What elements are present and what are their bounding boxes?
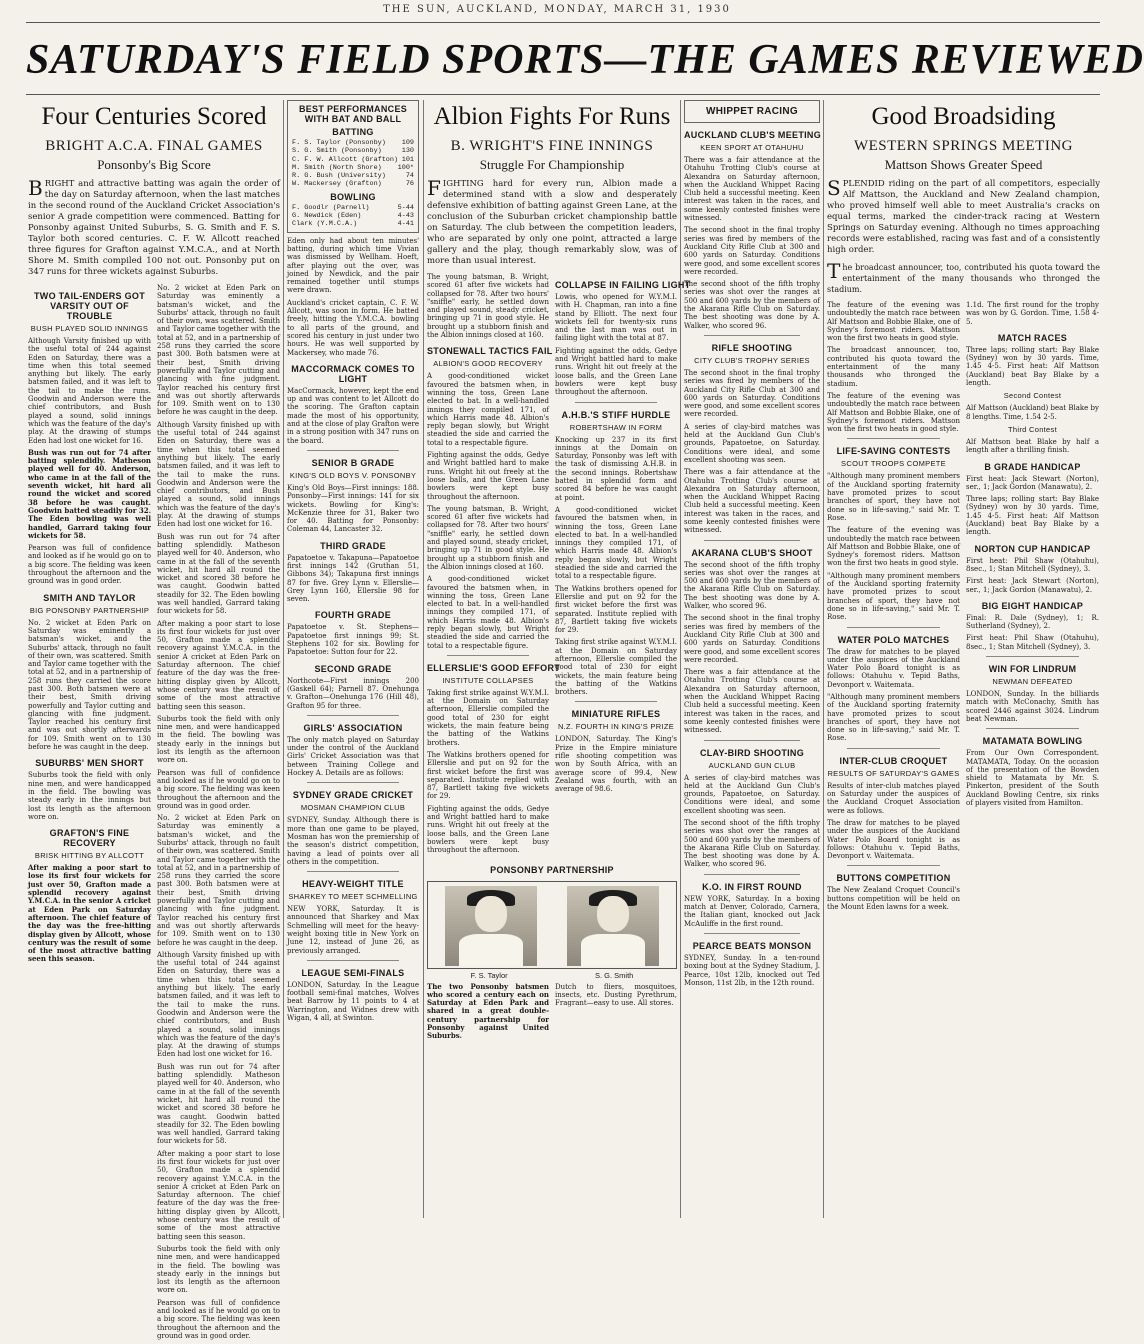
box-title: WHIPPET RACING <box>706 106 798 117</box>
divider <box>704 874 800 875</box>
section-subheading: ROBERTSHAW IN FORM <box>569 422 663 432</box>
section-subheading: NEWMAN DEFEATED <box>992 677 1073 687</box>
body-text: NEW YORK, Saturday. It is announced that Sharkey and Max Schmelling will meet for the heavy-weight boxing title in New York on June 12, instead of June 26, as previously arranged. <box>287 905 419 955</box>
body-text: The second shoot of the fifth trophy series was shot over the ranges at 500 and 600 yards by the members of the Akarana Rifle Club on Saturday. The best shooting was done by A. Walker, who scored 96. <box>684 819 820 869</box>
body-text: Bush was run out for 74 after batting splendidly. Matheson played well for 40. Anderson, who came in at the fall of the seventh wicket, hit hard all round the wicket and scored 38 before he was caught. Goodwin batted steadily for 32. The Eden bowling was well handled, Garrard taking four wickets for 58. <box>157 532 280 616</box>
body-text: Bush was run out for 74 after batting splendidly. Matheson played well for 40. Anderson, who came in at the fall of the seventh wicket, hit hard all round the wicket and scored 38 before he was caught. Goodwin batted steadily for 32. The Eden bowling was well handled, Garrard taking four wickets for 58. <box>28 447 151 540</box>
body-text: Lowis, who opened for W.Y.M.I. with H. Chapman, ran into a fine stand by Elliott. The next four wickets fell for twenty-six runs and the last man was out in failing light with the total at 87. <box>555 293 677 343</box>
section-heading: MINIATURE RIFLES <box>571 709 661 720</box>
body-text: Fighting against the odds, Gedye and Wright battled hard to make runs. Wright hit out freely at the loose balls, and the Green Lane bowlers were kept busy throughout the afternoon. <box>427 804 549 855</box>
batting-list <box>292 139 414 189</box>
body-text: Pearson was full of confidence and looked as if he would go on to a big score. The fielding was keen throughout the afternoon and the ground was in good order. <box>157 1298 280 1340</box>
body-text: The draw for matches to be played under the auspices of the Auckland Water Polo Board tonight is as follows: Otahuhu v. Tepid Baths, Devonport v. Waitemata. <box>827 647 960 689</box>
section-heading: SMITH AND TAYLOR <box>43 592 136 603</box>
section-heading: A.H.B.'S STIFF HURDLE <box>561 409 671 420</box>
section-subheading: KEEN SPORT AT OTAHUHU <box>700 143 804 152</box>
subheadline: WESTERN SPRINGS MEETING <box>853 138 1073 154</box>
section-subheading: N.Z. FOURTH IN KING'S PRIZE <box>557 722 675 732</box>
player-name: R. G. Bush (University) <box>292 172 386 181</box>
body-text: The feature of the evening was undoubtedly the match race between Alf Mattson and Bobbie Blake, one of Sydney's foremost riders. Mattson won the first two heats in good style. <box>827 526 960 568</box>
section-heading: STONEWALL TACTICS FAIL <box>427 346 553 357</box>
score-row <box>292 139 414 147</box>
body-text: First heat: Phil Shaw (Otahuhu), 8sec., 1; Stan Mitchell (Sydney), 3. <box>966 556 1099 573</box>
section-subheading: ALBION'S GOOD RECOVERY <box>433 359 543 369</box>
player-name: G. Newdick (Eden) <box>292 212 362 221</box>
body-text: The second shoot of the fifth trophy series was shot over the ranges at 500 and 600 yards by the members of the Akarana Rifle Club on Saturday. The best shooting was done by A. Walker, who scored 96. <box>684 280 820 330</box>
body-text: Auckland's cricket captain, C. F. W. Allcott, was soon in form. He batted freely, hitting the Y.M.C.A. bowling to all parts of the ground, and scored his century in just under two hours. He was well supported by Mackersey, who made 76. <box>287 298 419 357</box>
body-text: A good-conditioned wicket favoured the batsmen when, in winning the toss, Green Lane elected to bat. In a well-handled innings they compiled 171, of which Harris made 48. Albion's reply began slowly, but Wright steadied the side and carried the total to a respectable figure. <box>427 575 549 650</box>
body-text: Although Varsity finished up with the useful total of 244 against Eden on Saturday, there was a time when this total seemed anything but likely. The early batsmen failed, and it was left to the tail to make the runs. Goodwin and Anderson were the chief contributors, and Bush played a sound, solid innings which was the feature of the day's play. At the drawing of stumps Eden had lost one wicket for 16. <box>28 337 151 445</box>
section-heading: GIRLS' ASSOCIATION <box>303 722 403 733</box>
player-score: 5-44 <box>397 203 414 212</box>
section-subheading: KING'S OLD BOYS V. PONSONBY <box>289 470 417 480</box>
body-text: A series of clay-bird matches was held at the Auckland Gun Club's grounds, Papatoetoe, on Saturday. Conditions were ideal, and some excellent shooting was seen. <box>684 773 820 815</box>
score-row <box>292 164 414 172</box>
headline: Albion Fights For Runs <box>433 103 671 130</box>
body-text: MacCormack, however, kept the end up and was content to let Allcott do the scoring. The Grafton captain made the most of his opportunity, and at the close of play Grafton were in a strong position with 347 runs on the board. <box>287 386 419 445</box>
body-text: Alf Mattson (Auckland) beat Blake by 8 lengths. Time, 1.54 2-5. <box>966 404 1099 421</box>
body-text: Taking first strike against W.Y.M.I. at the Domain on Saturday afternoon, Ellerslie compiled the good total of 230 for eight wickets, the main feature being the batting of the Watkins brothers. <box>555 638 677 697</box>
player-score: 100* <box>397 163 414 172</box>
divider <box>447 655 529 656</box>
divider <box>575 402 657 403</box>
body-text: The draw for matches to be played under the auspices of the Auckland Water Polo Board tonight is as follows: Otahuhu v. Tepid Baths, Devonport v. Waitemata. <box>827 818 960 861</box>
divider <box>307 782 399 783</box>
column-divider <box>423 100 424 1218</box>
photo-partnership <box>427 881 677 969</box>
section-subheading: BIG PONSONBY PARTNERSHIP <box>29 605 150 615</box>
section-heading: AKARANA CLUB'S SHOOT <box>691 547 813 558</box>
body-text: Dutch to fliers, mosquitoes, insects, etc. Dusting Pyrethrum, Fragrant—easy to use. All stores. <box>555 982 677 1008</box>
section-heading: WATER POLO MATCHES <box>837 634 950 645</box>
player-score: 130 <box>401 147 414 156</box>
player-name: Clark (Y.M.C.A.) <box>292 220 358 229</box>
section-heading: PEARCE BEATS MONSON <box>692 940 812 951</box>
divider <box>986 728 1079 729</box>
score-row <box>292 204 414 212</box>
body-text: "Although many prominent members of the Auckland sporting fraternity have promoted prizes to scout branches of sport, they have not done so in life-saving," said Mr. T. Rose. <box>827 472 960 522</box>
body-text: A good-conditioned wicket favoured the batsmen when, in winning the toss, Green Lane elected to bat. In a well-handled innings they compiled 171, of which Harris made 48. Albion's reply began slowly, but Wright steadied the side and carried the total to a respectable figure. <box>555 505 677 581</box>
divider <box>307 960 399 961</box>
body-text: The only match played on Saturday under the control of the Auckland Girls' Cricket Association was that between Training College and Hockey A. Details are as follows: <box>287 735 419 778</box>
body-text: The second shoot of the fifth trophy series was shot over the ranges at 500 and 600 yards by the members of the Akarana Rifle Club on Saturday. The best shooting was done by A. Walker, who scored 96. <box>684 560 820 611</box>
divider <box>704 933 800 934</box>
body-text: "Although many prominent members of the Auckland sporting fraternity have promoted prizes to scout branches of sport, they have not done so in life-saving," said Mr. T. Rose. <box>827 571 960 622</box>
cricket-results-column <box>287 100 419 1218</box>
deck: Ponsonby's Big Score <box>97 157 211 172</box>
photo-caption: The two Ponsonby batsmen who scored a century each on Saturday at Eden Park and shared in a great double-century partnership for Ponsonby against United Suburbs. <box>427 981 549 1041</box>
player-name: F. S. Taylor (Ponsonby) <box>292 139 386 147</box>
column-divider <box>823 100 824 1218</box>
body-text: Pearson was full of confidence and looked as if he would go on to a big score. The fielding was keen throughout the afternoon and the ground was in good order. <box>157 768 280 810</box>
headline: Good Broadsiding <box>871 103 1056 130</box>
body-text: Results of inter-club matches played on Saturday under the auspices of the Auckland Croquet Association were as follows. <box>827 781 960 815</box>
section-subheading: SHARKEY TO MEET SCHMELLING <box>288 892 418 902</box>
body-text: The New Zealand Croquet Council's buttons competition will be held on the Mount Eden lawns for a week. <box>827 886 960 912</box>
headline: Four Centuries Scored <box>41 103 267 130</box>
column-divider <box>680 100 681 1218</box>
section-subheading: BUSH PLAYED SOLID INNINGS <box>30 324 149 333</box>
body-text: Final: R. Dale (Sydney), 1; R. Sutherland (Sydney), 2. <box>966 613 1099 631</box>
lead-paragraph: BRIGHT and attractive batting was again the order of the day on Saturday afternoon, when the last matches in the second round of the Auckland Cricket Association's senior A grade competition were commenced. Batting for Ponsonby against United Suburbs, S. G. Smith and F. S. Taylor both scored centuries. C. F. W. Allcott reached three figures for Grafton against Y.M.C.A., and at North Shore M. Smith compiled 100 not out. Ponsonby put on 347 runs for three wickets against Suburbs. <box>28 176 280 277</box>
player-score: 76 <box>405 180 414 189</box>
body-text: 1.1d. The first round for the trophy was won by G. Gordon. Time, 1.58 4-5. <box>966 301 1099 326</box>
player-score: 4-41 <box>397 220 414 229</box>
bowling-label: BOWLING <box>330 191 376 202</box>
body-text: A series of clay-bird matches was held at the Auckland Gun Club's grounds, Papatoetoe, on Saturday. Conditions were ideal, and some excellent shooting was seen. <box>684 422 820 464</box>
divider <box>704 335 800 336</box>
section-heading: GRAFTON'S FINE RECOVERY <box>49 828 130 849</box>
body-text: Bush was run out for 74 after batting splendidly. Matheson played well for 40. Anderson, who came in at the fall of the seventh wicket, hit hard all round the wicket and scored 38 before he was caught. Goodwin batted steadily for 32. The Eden bowling was well handled, Garrard taking four wickets for 58. <box>157 1062 280 1146</box>
body-text: The feature of the evening was undoubtedly the match race between Alf Mattson and Bobbie Blake, one of Sydney's foremost riders. Mattson won the first two heats in good style. <box>827 391 960 434</box>
subheadline: B. WRIGHT'S FINE INNINGS <box>450 138 654 154</box>
body-text: Alf Mattson beat Blake by half a length after a thrilling finish. <box>966 437 1099 455</box>
section-heading: K.O. IN FIRST ROUND <box>702 881 802 892</box>
section-heading: NORTON CUP HANDICAP <box>974 543 1091 554</box>
body-text: SYDNEY, Sunday. Although there is more than one game to be played, Mosman has won the premiership of the season's district competition, having a lead of points over all others in the competition. <box>287 816 419 866</box>
section-heading: ELLERSLIE'S GOOD EFFORT <box>427 662 561 673</box>
article-albion <box>427 100 691 1218</box>
divider <box>704 740 800 741</box>
divider <box>307 450 399 451</box>
divider <box>847 865 940 866</box>
banner-rule <box>26 94 1100 95</box>
body-text: Although Varsity finished up with the useful total of 244 against Eden on Saturday, there was a time when this total seemed anything but likely. The early batsmen failed, and it was left to the tail to make the runs. Goodwin and Anderson were the chief contributors, and Bush played a sound, solid innings which was the feature of the day's play. At the drawing of stumps Eden had lost one wicket for 16. <box>157 950 280 1059</box>
body-text: Eden only had about ten minutes' batting, during which time Vivian was dismissed by Wellham. Hoeft, after playing out the over, was joined by Newdick, and the pair remained together until stumps were drawn. <box>287 236 419 295</box>
body-text: LONDON, Saturday. In the League football semi-final matches, Wolves beat Barrow by 11 points to 4 at Warrington, and Widnes drew with Wigan, 4 all, at Swinton. <box>287 980 419 1023</box>
section-heading: AUCKLAND CLUB'S MEETING <box>684 130 822 140</box>
body-text: Papatoetoe v. Takapuna—Papatoetoe first innings 142 (Gruthan 51, Gibbons 34); Takapuna first innings 87 for five. Grey Lynn v. Ellerslie—Grey Lynn 160, Ellerslie 98 for seven. <box>287 553 419 604</box>
body-text: Three laps; rolling start: Bay Blake (Sydney) won by 30 yards. Time, 1.45 4-5. First heat: Alf Mattson (Auckland) beat Bay Blake by a length. <box>966 495 1099 537</box>
body-text: Northcote—First innings 200 (Gaskell 64); Parnell 87. Onehunga v. Grafton—Onehunga 176 (Hill 48), Grafton 95 for three. <box>287 676 419 710</box>
whippet-racing-box <box>684 100 820 123</box>
section-heading: INTER-CLUB CROQUET <box>839 755 948 766</box>
section-heading: WIN FOR LINDRUM <box>988 664 1077 675</box>
best-performances-box <box>287 100 419 233</box>
player-score: 109 <box>401 139 414 147</box>
score-row <box>292 156 414 164</box>
body-text: The Watkins brothers opened for Ellerslie and put on 92 for the first wicket before the first was separated. Institute replied with 87, Bartlett taking five wickets for 29. <box>555 584 677 635</box>
body-text: Taking first strike against W.Y.M.I. at the Domain on Saturday afternoon, Ellerslie compiled the good total of 230 for eight wickets, the main feature being the batting of the Watkins brothers. <box>427 688 549 747</box>
bowling-list <box>292 204 414 229</box>
player-name: W. Mackersey (Grafton) <box>292 180 382 189</box>
body-text: There was a fair attendance at the Otahuhu Trotting Club's course at Alexandra on Saturday afternoon, when the Auckland Whippet Racing Club held a successful meeting. Keen interest was taken in the races, and some keenly contested finishes were witnessed. <box>684 668 820 735</box>
body-text: After making a poor start to lose its first four wickets for just over 50, Grafton made a splendid recovery against Y.M.C.A. in the senior A cricket at Eden Park on Saturday afternoon. The chief feature of the day was the free-hitting display given by Allcott, whose century was the result of some of the most attractive batting seen this season. <box>28 863 151 964</box>
box-title: BEST PERFORMANCES WITH BAT AND BALL <box>298 104 408 124</box>
body-text: Fighting against the odds, Gedye and Wright battled hard to make runs. Wright hit out freely at the loose balls, and the Green Lane bowlers were kept busy throughout the afternoon. <box>555 346 677 397</box>
body-text: Pearson was full of confidence and looked as if he would go on to a big score. The fielding was keen throughout the afternoon and the ground was in good order. <box>28 544 151 586</box>
article-four-centuries <box>28 100 280 1340</box>
section-heading: SENIOR B GRADE <box>311 457 395 468</box>
divider <box>307 871 399 872</box>
body-text: The broadcast announcer, too, contributed his quota toward the entertainment of the many thousands who thronged the stadium. <box>827 259 1100 294</box>
column-divider <box>283 100 284 1218</box>
divider <box>847 438 940 439</box>
divider <box>307 715 399 716</box>
section-subheading: BRISK HITTING BY ALLCOTT <box>34 851 145 861</box>
photo-title: PONSONBY PARTNERSHIP <box>490 864 614 875</box>
portrait-photo <box>567 886 659 966</box>
body-text: The young batsman, B. Wright, scored 61 after five wickets had collapsed for 78. After two hours' "sniffle" early, he settled down and played sound, steady cricket, bringing up 71 in good style. He brought up a stubborn finish and the Albion innings closed at 160. <box>427 273 549 340</box>
section-heading: SYDNEY GRADE CRICKET <box>292 790 414 801</box>
section-heading: MACCORMACK COMES TO LIGHT <box>291 363 415 384</box>
section-subheading: Second Contest <box>1003 391 1062 401</box>
divider <box>847 748 940 749</box>
section-heading: B GRADE HANDICAP <box>984 461 1081 472</box>
divider <box>704 540 800 541</box>
body-text: The second shoot in the final trophy series was fired by members of the Auckland City Rifle Club at 300 and 600 yards on Saturday. Conditions were good, and some excellent scores were recorded. <box>684 614 820 664</box>
divider <box>575 701 657 702</box>
body-text: Three laps; rolling start: Bay Blake (Sydney) won by 30 yards. Time, 1.45 4-5. First heat: Alf Mattson (Auckland) beat Bay Blake by a length. <box>966 345 1099 388</box>
masthead-rule <box>26 22 1100 23</box>
player-score: 4-43 <box>397 212 414 221</box>
body-text: There was a fair attendance at the Otahuhu Trotting Club's course at Alexandra on Saturday afternoon, when the Auckland Whippet Racing Club held a successful meeting. Keen interest was taken in the races, and some keenly contested finishes were witnessed. <box>684 468 820 535</box>
divider <box>986 656 1079 657</box>
section-heading: BIG EIGHT HANDICAP <box>981 600 1084 611</box>
body-text: Suburbs took the field with only nine men, and were handicapped in the field. The bowling was steady early in the innings but lost its length as the afternoon wore on. <box>157 714 280 765</box>
photo-label-left: F. S. Taylor <box>470 970 508 980</box>
body-text: NEW YORK, Saturday. In a boxing match at Denver, Colorado, Carnera, the Italian giant, knocked out Jack McAuliffe in the first round. <box>684 894 820 928</box>
body-text: After making a poor start to lose its first four wickets for just over 50, Grafton made a splendid recovery against Y.M.C.A. in the senior A cricket at Eden Park on Saturday afternoon. The chief feature of the day was the free-hitting display given by Allcott, whose century was the result of some of the most attractive batting seen this season. <box>157 1149 280 1241</box>
body-text: The second shoot in the final trophy series was fired by members of the Auckland City Rifle Club at 300 and 600 yards on Saturday. Conditions were good, and some excellent scores were recorded. <box>684 226 820 276</box>
article-good-broadsiding <box>827 100 1100 1218</box>
player-score: 74 <box>405 172 414 181</box>
portrait-photo <box>445 886 537 966</box>
body-text: There was a fair attendance at the Otahuhu Trotting Club's course at Alexandra on Saturday afternoon, when the Auckland Whippet Racing Club held a successful meeting. Keen interest was taken in the races, and some keenly contested finishes were witnessed. <box>684 156 820 223</box>
body-text: The second shoot in the final trophy series was fired by members of the Auckland City Rifle Club at 300 and 600 yards on Saturday. Conditions were good, and some excellent scores were recorded. <box>684 368 820 419</box>
section-heading: HEAVY-WEIGHT TITLE <box>302 879 404 890</box>
player-name: F. Goodlr (Parnell) <box>292 203 370 212</box>
section-subheading: RESULTS OF SATURDAY'S GAMES <box>827 768 960 778</box>
section-subheading: Third Contest <box>1008 424 1057 434</box>
body-text: Suburbs took the field with only nine men, and were handicapped in the field. The bowling was steady early in the innings but lost its length as the afternoon wore on. <box>157 1244 280 1295</box>
body-text: First heat: Jack Stewart (Norton), ser., 1; Jack Gordon (Manawatu), 2. <box>966 474 1099 491</box>
body-text: SYDNEY, Sunday. In a ten-round boxing bout at the Sydney Stadium, J. Pearce, 10st 12lb, knocked out Ted Monson, 11st 2lb, in the 12th round. <box>684 953 820 987</box>
section-heading: FOURTH GRADE <box>314 610 392 621</box>
body-text: Knocking up 237 in its first innings at the Domain on Saturday, Ponsonby was left with the task of dismissing A.H.B. in the second innings. Robertshaw batted in splendid form and scored 84 before he was caught at point. <box>555 435 677 502</box>
section-heading: CLAY-BIRD SHOOTING <box>699 747 805 758</box>
body-text: First heat: Jack Stewart (Norton), ser., 1; Jack Gordon (Manawatu), 2. <box>966 577 1099 594</box>
body-text: Although Varsity finished up with the useful total of 244 against Eden on Saturday, there was a time when this total seemed anything but likely. The early batsmen failed, and it was left to the tail to make the runs. Goodwin and Anderson were the chief contributors, and Bush played a sound, solid innings which was the feature of the day's play. At the drawing of stumps Eden had lost one wicket for 16. <box>157 420 280 529</box>
body-text: The young batsman, B. Wright, scored 61 after five wickets had collapsed for 78. After two hours' "sniffle" early, he settled down and played sound, steady cricket, bringing up 71 in good style. He brought up a stubborn finish and the Albion innings closed at 160. <box>427 504 549 571</box>
section-heading: LIFE-SAVING CONTESTS <box>836 446 951 457</box>
player-name: S. G. Smith (Ponsonby) <box>292 147 382 156</box>
player-score: 101 <box>401 155 414 164</box>
body-text: The broadcast announcer, too, contributed his quota toward the entertainment of the many thousands who thronged the stadium. <box>827 346 960 388</box>
section-subheading: MOSMAN CHAMPION CLUB <box>300 803 406 813</box>
score-row <box>292 212 414 220</box>
body-text: First heat: Phil Shaw (Otahuhu), 8sec., 1; Stan Mitchell (Sydney), 3. <box>966 634 1099 651</box>
section-heading: TWO TAIL-ENDERS GOT VARSITY OUT OF TROUBLE <box>33 291 146 321</box>
body-text: LONDON, Saturday. The King's Prize in the Empire miniature rifle shooting competition was won by South Africa, with an average score of 99.4, New Zealand was fourth, with an average of 98.6. <box>555 735 677 794</box>
body-text: The Watkins brothers opened for Ellerslie and put on 92 for the first wicket before the first was separated. Institute replied with 87, Bartlett taking five wickets for 29. <box>427 750 549 801</box>
body-text: No. 2 wicket at Eden Park on Saturday was eminently a batsman's wicket, and the Suburbs' attack, through no fault of their own, was scattered. Smith and Taylor came together with the total at 52, and in a partnership of 258 runs they carried the score past 300. Both batsmen were at their best, Smith driving powerfully and Taylor cutting and glancing with fine judgment. Taylor reached his century first and was out shortly afterwards for 109. Smith went on to 130 before he was caught in the deep. <box>157 814 280 947</box>
section-subheading: AUCKLAND GUN CLUB <box>708 760 796 770</box>
subheadline: BRIGHT A.C.A. FINAL GAMES <box>45 138 263 154</box>
section-heading: MATAMATA BOWLING <box>982 736 1083 747</box>
lead-paragraph: SPLENDID riding on the part of all competitors, especially Alf Mattson, the Auckland and New Zealand champion, who proved himself well able to meet Australia's cracks on equal terms, marked the cinder-track racing at Western Springs on Saturday evening. Although no times approaching records were established, racing was fast and of a consistently high order. <box>827 176 1100 255</box>
player-name: C. F. W. Allcott (Grafton) <box>292 155 399 164</box>
body-text: King's Old Boys—First innings: 188. Ponsonby—First innings: 141 for six wickets. Bowling for King's: McKenzie three for 31, Baker two for 40. Batting for Ponsonby: Coleman 44, Lancaster 32. <box>287 483 419 534</box>
section-subheading: INSTITUTE COLLAPSES <box>442 675 534 685</box>
body-text: After making a poor start to lose its first four wickets for just over 50, Grafton made a splendid recovery against Y.M.C.A. in the senior A cricket at Eden Park on Saturday afternoon. The chief feature of the day was the free-hitting display given by Allcott, whose century was the result of some of the most attractive batting seen this season. <box>157 619 280 711</box>
batting-label: BATTING <box>332 127 374 137</box>
photo-label-right: S. G. Smith <box>594 970 634 980</box>
player-name: M. Smith (North Shore) <box>292 163 382 172</box>
column-whippet-and-shooting <box>684 100 820 1218</box>
section-subheading: CITY CLUB'S TROPHY SERIES <box>694 355 810 365</box>
banner-headline: SATURDAY'S FIELD SPORTS—THE GAMES REVIEWED <box>26 37 1144 83</box>
body-text: No. 2 wicket at Eden Park on Saturday was eminently a batsman's wicket, and the Suburbs' attack, through no fault of their own, was scattered. Smith and Taylor came together with the total at 52, and in a partnership of 258 runs they carried the score past 300. Both batsmen were at their best, Smith driving powerfully and Taylor cutting and glancing with fine judgment. Taylor reached his century first and was out shortly afterwards for 109. Smith went on to 130 before he was caught in the deep. <box>28 618 151 752</box>
section-heading: MATCH RACES <box>997 332 1068 343</box>
section-heading: THIRD GRADE <box>320 540 386 551</box>
section-subheading: SCOUT TROOPS COMPETE <box>841 459 946 469</box>
section-heading: COLLAPSE IN FAILING LIGHT <box>555 280 691 290</box>
body-text: "Although many prominent members of the Auckland sporting fraternity have promoted prizes to scout branches of sport, they have not done so in life-saving," said Mr. T. Rose. <box>827 692 960 743</box>
deck: Mattson Shows Greater Speed <box>884 157 1043 172</box>
section-heading: BUTTONS COMPETITION <box>836 873 951 884</box>
masthead: THE SUN, AUCKLAND, MONDAY, MARCH 31, 1930 <box>383 4 731 15</box>
body-text: No. 2 wicket at Eden Park on Saturday was eminently a batsman's wicket, and the Suburbs' attack, through no fault of their own, was scattered. Smith and Taylor came together with the total at 52, and in a partnership of 258 runs they carried the score past 300. Both batsmen were at their best, Smith driving powerfully and Taylor cutting and glancing with fine judgment. Taylor reached his century first and was out shortly afterwards for 109. Smith went on to 130 before he was caught in the deep. <box>157 284 280 417</box>
body-text: Fighting against the odds, Gedye and Wright battled hard to make runs. Wright hit out freely at the loose balls, and the Green Lane bowlers were kept busy throughout the afternoon. <box>427 451 549 501</box>
body-text: LONDON, Sunday. In the billiards match with McConachy, Smith has scored 2446 against 3024. Lindrum beat Newman. <box>966 690 1099 723</box>
deck: Struggle For Championship <box>479 157 625 172</box>
body-text: Papatoetoe v. St. Stephens—Papatoetoe first innings 99; St. Stephens 102 for six. Bowling for Papatoetoe: Sutton four for 22. <box>287 623 419 657</box>
lead-paragraph: FIGHTING hard for every run, Albion made a determined stand with a slow and desperately defensive exhibition of batting against Green Lane, at the conclusion of the Suburban cricket championship battle on Saturday. The club between the competition leaders, who are separated by only one point, attracted a large gallery and the play, though remarkably slow, was of more than usual interest. <box>427 176 677 266</box>
body-text: From Our Own Correspondent. MATAMATA, Today. On the occasion of the presentation of the Bowden shield to Matamata by Mr. S. Pinkerton, president of the South Auckland Bowling Centre, six rinks of players visited from Hamilton. <box>966 749 1099 807</box>
divider <box>847 627 940 628</box>
score-row <box>292 180 414 188</box>
section-heading: SECOND GRADE <box>314 663 392 674</box>
body-text: A good-conditioned wicket favoured the batsmen when, in winning the toss, Green Lane elected to bat. In a well-handled innings they compiled 171, of which Harris made 48. Albion's reply began slowly, but Wright steadied the side and carried the total to a respectable figure. <box>427 372 549 447</box>
section-heading: SUBURBS' MEN SHORT <box>35 758 144 769</box>
score-row <box>292 172 414 180</box>
body-text: The feature of the evening was undoubtedly the match race between Alf Mattson and Bobbie Blake, one of Sydney's foremost riders. Mattson won the first two heats in good style. <box>827 301 960 343</box>
score-row <box>292 220 414 228</box>
section-heading: LEAGUE SEMI-FINALS <box>301 967 405 978</box>
score-row <box>292 147 414 155</box>
body-text: Suburbs took the field with only nine men, and were handicapped in the field. The bowling was steady early in the innings but lost its length as the afternoon wore on. <box>28 771 151 821</box>
section-heading: RIFLE SHOOTING <box>711 342 793 353</box>
